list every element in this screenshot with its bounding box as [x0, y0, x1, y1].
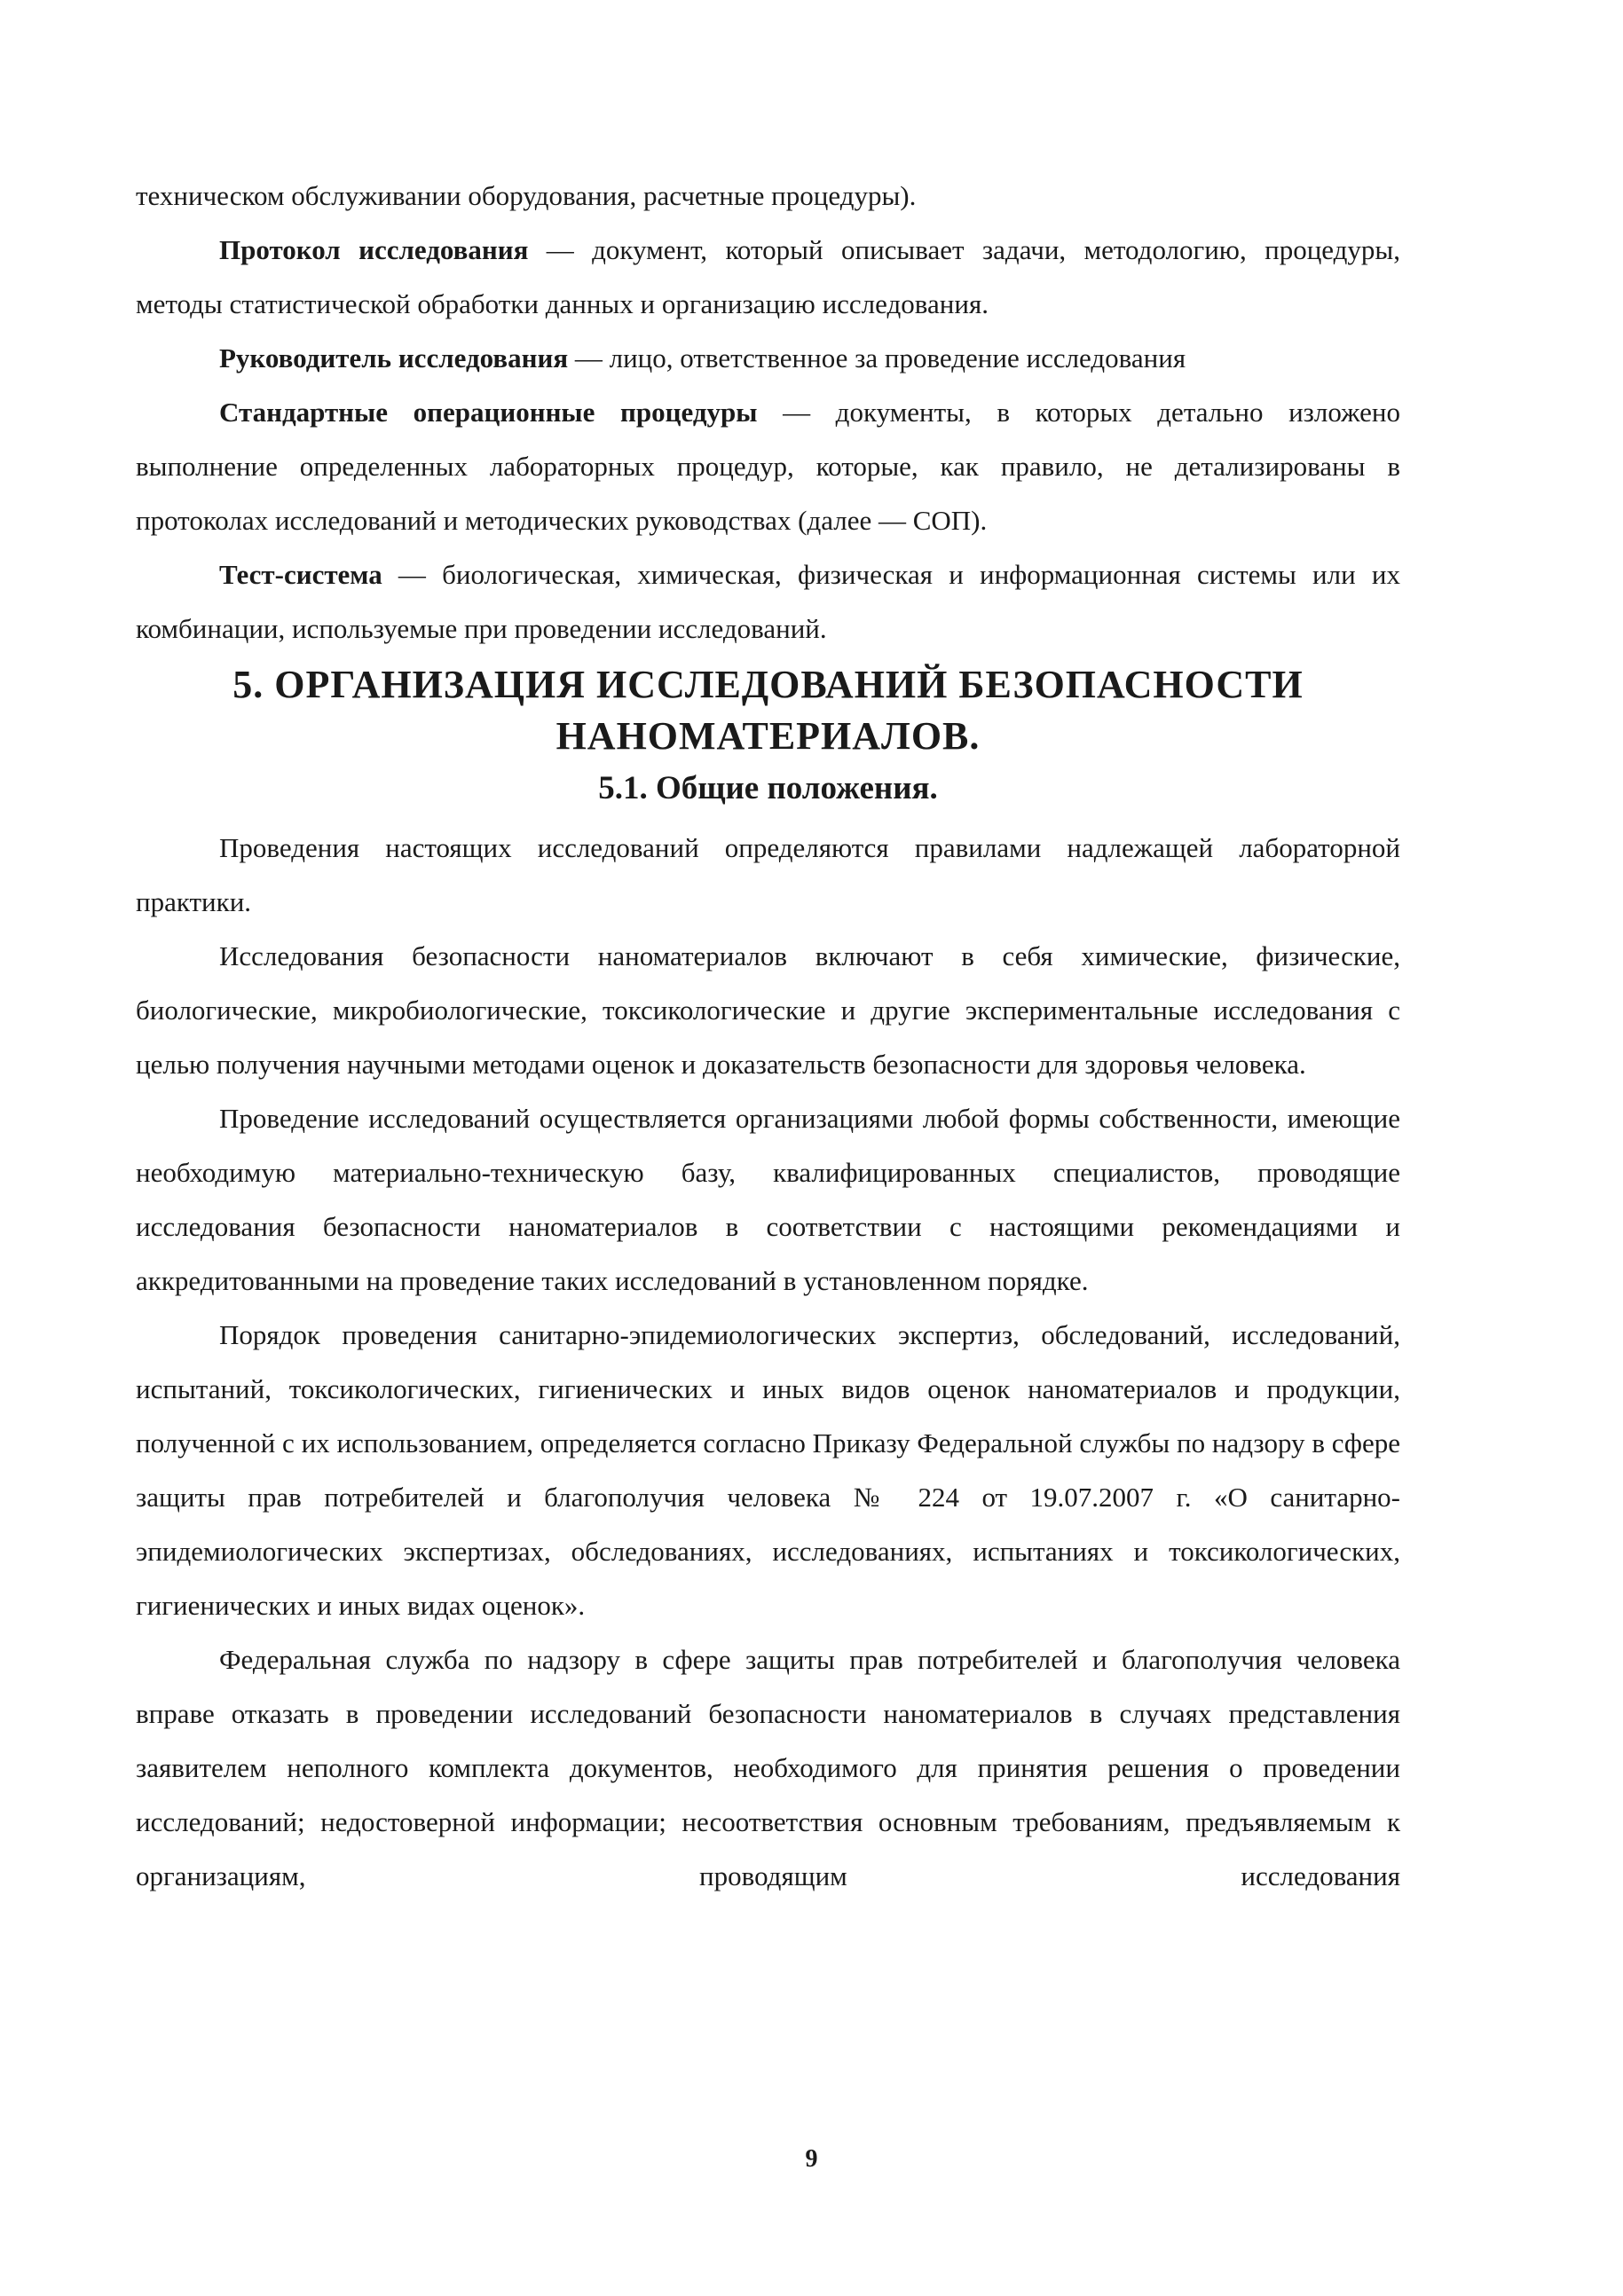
definition-term: Протокол исследования	[219, 234, 529, 265]
definition-term: Руководитель исследования	[219, 342, 569, 373]
definition-protocol	[136, 223, 1400, 331]
continued-line: техническом обслуживании оборудования, расчетные процедуры).	[136, 180, 917, 211]
body-paragraph: Проведение исследований осуществляется организациями любой формы собственности, имеющие необходимую материально-техническую базу, квалифицированных специалистов, проводящие исследования безопасности наноматериалов в соответствии с настоящими рекомендациями и аккредитованными на проведение таких исследований в установленном порядке.	[136, 1103, 1400, 1296]
section-title-line-1: 5. ОРГАНИЗАЦИЯ ИССЛЕДОВАНИЙ БЕЗОПАСНОСТИ	[232, 663, 1304, 706]
body-paragraph: Исследования безопасности наноматериалов включают в себя химические, физические, биологические, микробиологические, токсикологические и другие экспериментальные исследования с целью получения научными методами оценок и доказательств безопасности для здоровья человека.	[136, 940, 1400, 1080]
section-title-line-2: НАНОМАТЕРИАЛОВ.	[555, 714, 981, 758]
body-paragraph: Федеральная служба по надзору в сфере защиты прав потребителей и благополучия человека вправе отказать в проведении исследований безопасности наноматериалов в случаях представления заявителем неполного комплекта документов, необходимого для принятия решения о проведении исследований; недостоверной информации; несоответствия основным требованиям, предъявляемым к организациям, проводящим исследования	[136, 1644, 1400, 1891]
section-title	[136, 659, 1400, 762]
definition-text: — документ, который описывает задачи, методологию, процедуры, методы статистической обработки данных и организацию исследования.	[136, 234, 1400, 319]
definition-text: — документы, в которых детально изложено выполнение определенных лабораторных процедур, которые, как правило, не детализированы в протоколах исследований и методических руководствах (далее — СОП).	[136, 397, 1400, 536]
subsection-title: 5.1. Общие положения.	[598, 770, 938, 806]
definition-text: — биологическая, химическая, физическая и информационная системы или их комбинации, используемые при проведении исследований.	[136, 559, 1400, 644]
definition-test-system	[136, 547, 1400, 656]
definition-sop	[136, 385, 1400, 547]
definition-term: Стандартные операционные процедуры	[219, 397, 758, 428]
definition-study-director	[136, 331, 1400, 385]
page-number: 9	[805, 2145, 818, 2173]
definition-text: — лицо, ответственное за проведение исследования	[568, 342, 1186, 373]
body-paragraph: Порядок проведения санитарно-эпидемиологических экспертиз, обследований, исследований, испытаний, токсикологических, гигиенических и иных видов оценок наноматериалов и продукции, полученной с их использованием, определяется согласно Приказу Федеральной службы по надзору в сфере защиты прав потребителей и благополучия человека № 224 от 19.07.2007 г. «О санитарно-эпидемиологических экспертизах, обследованиях, исследованиях, испытаниях и токсикологических, гигиенических и иных видах оценок».	[136, 1319, 1400, 1621]
definition-term: Тест-система	[219, 559, 382, 590]
document-page	[136, 169, 1400, 1903]
body-paragraph: Проведения настоящих исследований определяются правилами надлежащей лабораторной практики.	[136, 832, 1400, 917]
